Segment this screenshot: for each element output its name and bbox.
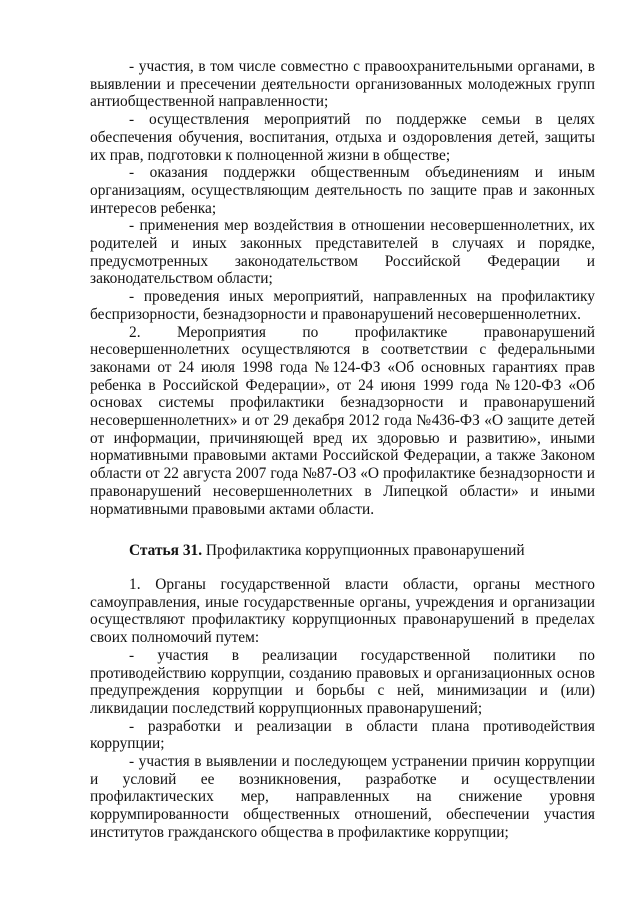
paragraph-causes-elimination: - участия в выявлении и последующем устранении причин коррупции и условий ее возникновения, разработке и осуществлении профилактических мер, направленных на снижение уровня коррумпированности общественных отношений, обеспечении участия институтов гражданского общества в профилактике коррупции; [90, 753, 595, 841]
paragraph-measures-of-influence: - применения мер воздействия в отношении несовершеннолетних, их родителей и иных законных представителей в случаях и порядке, предусмотренных законодательством Российской Федерации и законодательством области; [90, 217, 595, 288]
article-number: Статья 31. [129, 542, 203, 560]
article-title: Профилактика коррупционных правонарушений [202, 542, 525, 560]
paragraph-article31-section-1: 1. Органы государственной власти области, органы местного самоуправления, иные государственные органы, учреждения и организации осуществляют профилактику коррупционных правонарушений в пределах своих полномочий путем: [90, 575, 595, 647]
document-body [90, 58, 595, 842]
paragraph-section-2: 2. Мероприятия по профилактике правонарушений несовершеннолетних осуществляются в соответствии с федеральными законами от 24 июля 1998 года №124-ФЗ «Об основных гарантиях прав ребенка в Российской Федерации», от 24 июня 1999 года №120-ФЗ «Об основах системы профилактики безнадзорности и правонарушений несовершеннолетних» и от 29 декабря 2012 года №436-ФЗ «О защите детей от информации, причиняющей вред их здоровью и развитию», иными нормативными правовыми актами Российской Федерации, а также Законом области от 22 августа 2007 года №87-ОЗ «О профилактике безнадзорности и правонарушений несовершеннолетних в Липецкой области» и иными нормативными правовыми актами области. [90, 323, 595, 518]
paragraph-youth-groups: - участия, в том числе совместно с правоохранительными органами, в выявлении и пресечении деятельности организованных молодежных групп антиобщественной направленности; [90, 58, 595, 111]
paragraph-other-measures: - проведения иных мероприятий, направленных на профилактику беспризорности, безнадзорности и правонарушений несовершеннолетних. [90, 288, 595, 323]
paragraph-family-support: - осуществления мероприятий по поддержке семьи в целях обеспечения обучения, воспитания, отдыха и оздоровления детей, защиты их прав, подготовки к полноценной жизни в обществе; [90, 111, 595, 164]
article-heading [90, 542, 595, 560]
paragraph-anticorruption-plan: - разработки и реализации в области плана противодействия коррупции; [90, 717, 595, 753]
paragraph-state-policy: - участия в реализации государственной политики по противодействию коррупции, созданию правовых и организационных основ предупреждения коррупции и борьбы с ней, минимизации и (или) ликвидации последствий коррупционных правонарушений; [90, 646, 595, 717]
paragraph-public-associations: - оказания поддержки общественным объединениям и иным организациям, осуществляющим деятельность по защите прав и законных интересов ребенка; [90, 164, 595, 217]
